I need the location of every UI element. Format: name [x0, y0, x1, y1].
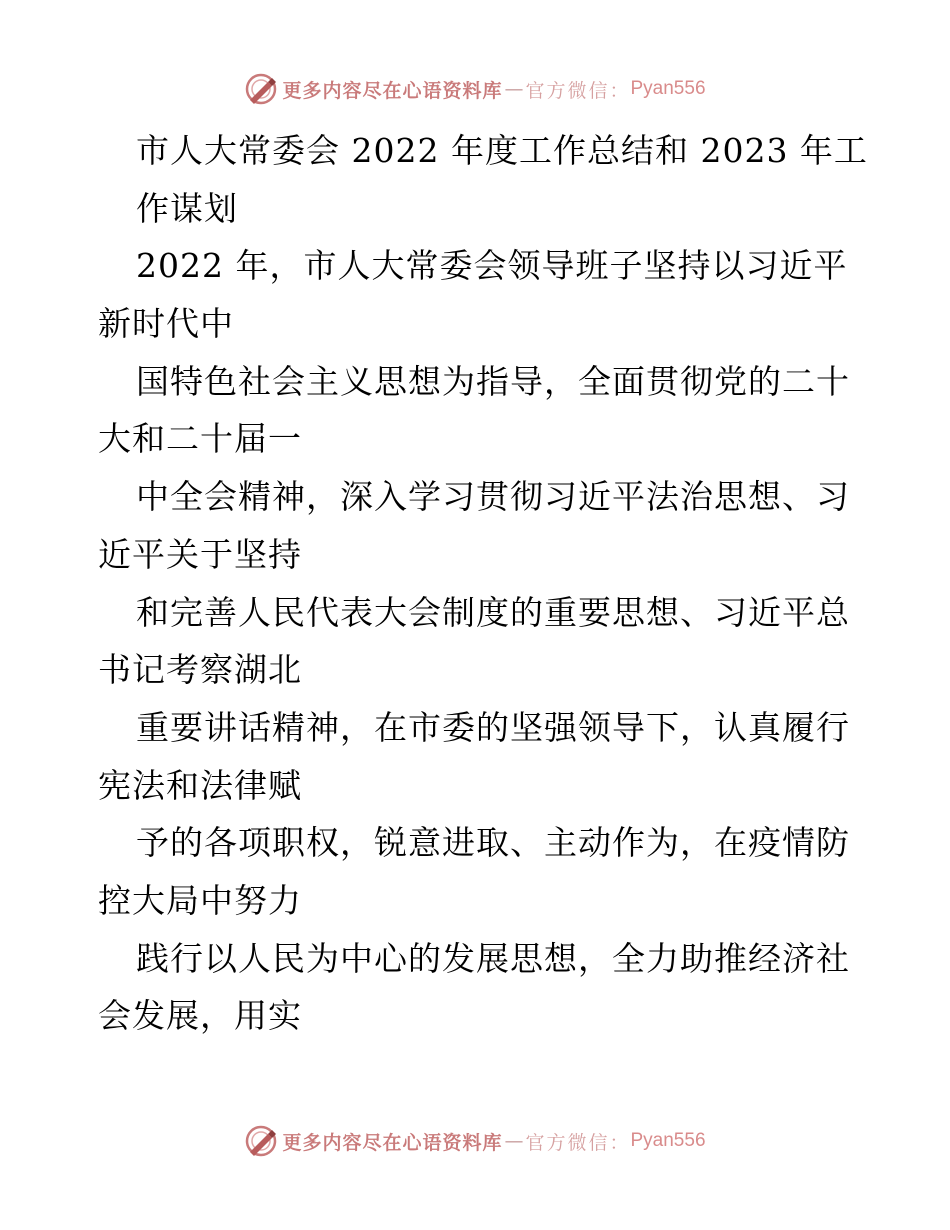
text-line: 控大局中努力 — [98, 880, 302, 920]
text-line: 中全会精神，深入学习贯彻习近平法治思想、习 — [136, 477, 850, 517]
text-line: 书记考察湖北 — [98, 650, 302, 690]
header-watermark — [0, 72, 950, 106]
footer-watermark — [0, 1124, 950, 1158]
text-line: 作谋划 — [136, 188, 238, 228]
watermark-sub-text: 官方微信： — [525, 79, 631, 102]
text-line: 大和二十届一 — [98, 419, 302, 459]
text-line: 2022 年，市人大常委会领导班子坚持以习近平 — [136, 246, 848, 286]
text-line: 和完善人民代表大会制度的重要思想、习近平总 — [136, 592, 850, 632]
text-line: 践行以人民为中心的发展思想，全力助推经济社 — [136, 938, 850, 978]
watermark-dash: — — [504, 1130, 524, 1152]
watermark-wechat-id: Pyan556 — [630, 1130, 706, 1151]
text-line: 予的各项职权，锐意进取、主动作为，在疫情防 — [136, 823, 850, 863]
text-line: 市人大常委会 2022 年度工作总结和 2023 年工 — [136, 131, 868, 170]
watermark-sub-text: 官方微信： — [525, 1131, 631, 1154]
pen-logo-icon — [244, 72, 278, 106]
watermark-main-text: 更多内容尽在心语资料库 — [282, 79, 503, 102]
text-line: 国特色社会主义思想为指导，全面贯彻党的二十 — [136, 361, 850, 401]
watermark-dash: — — [504, 78, 524, 100]
watermark-main-text: 更多内容尽在心语资料库 — [282, 1131, 503, 1154]
text-line: 重要讲话精神，在市委的坚强领导下，认真履行 — [136, 707, 850, 747]
pen-logo-icon — [244, 1124, 278, 1158]
document-body — [98, 122, 868, 1045]
text-line: 新时代中 — [98, 304, 234, 344]
text-line: 宪法和法律赋 — [98, 765, 302, 805]
text-line: 近平关于坚持 — [98, 534, 302, 574]
text-line: 会发展，用实 — [98, 996, 302, 1036]
watermark-wechat-id: Pyan556 — [630, 78, 706, 99]
